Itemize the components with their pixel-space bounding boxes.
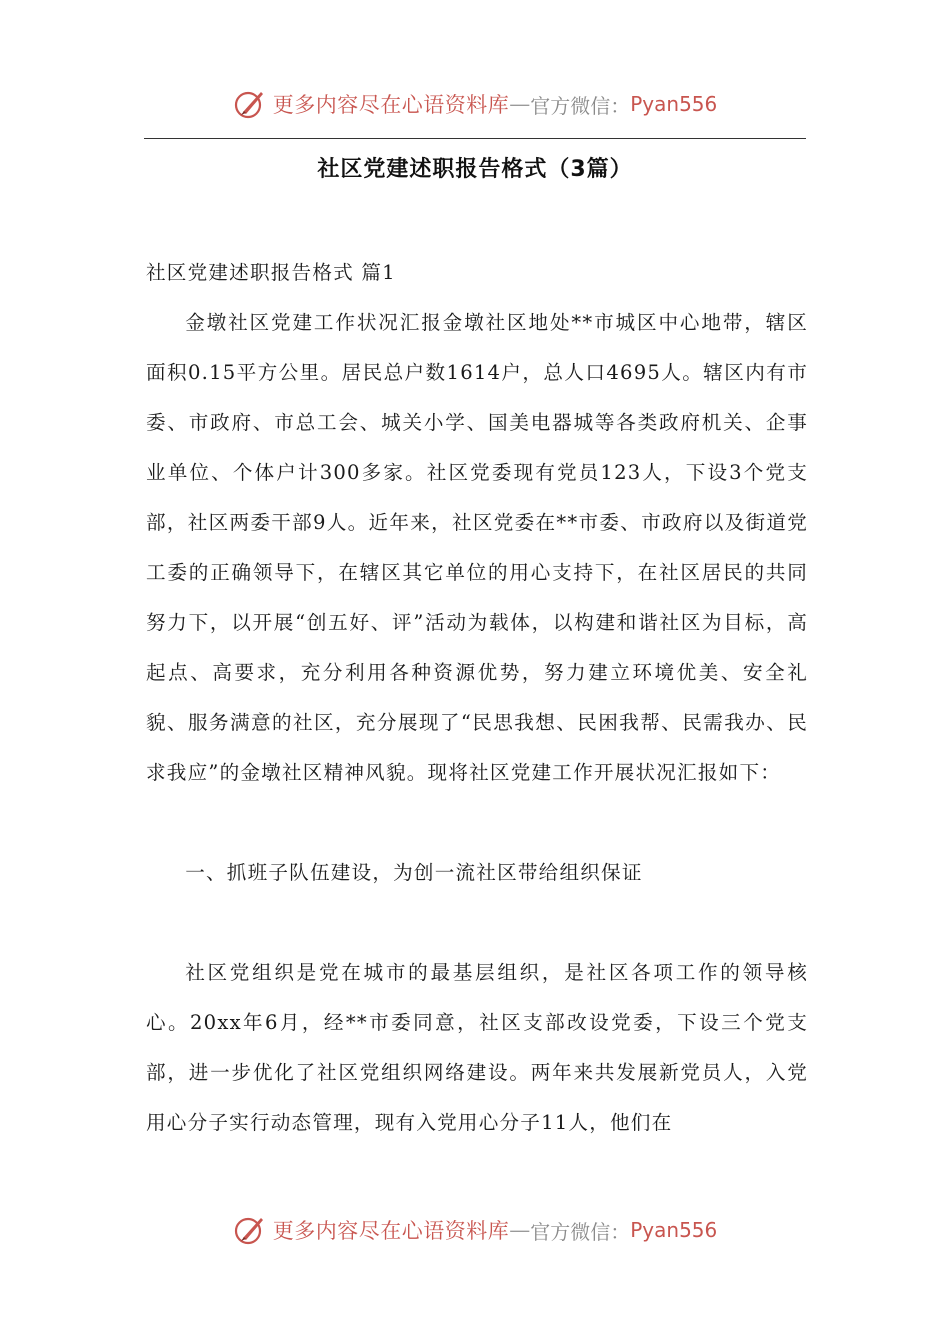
header-divider (144, 138, 806, 139)
body-paragraph: 金墩社区党建工作状况汇报金墩社区地处**市城区中心地带，辖区面积0.15平方公里。居民总户数1614户，总人口4695人。辖区内有市委、市政府、市总工会、城关小学、国美电器城等各类政府机关、企事业单位、个体户计300多家。社区党委现有党员123人，下设3个党支部，社区两委干部9人。近年来，社区党委在**市委、市政府以及街道党工委的正确领导下，在辖区其它单位的用心支持下，在社区居民的共同努力下，以开展“创五好、评”活动为载体，以构建和谐社区为目标，高起点、高要求，充分利用各种资源优势，努力建立环境优美、安全礼貌、服务满意的社区，充分展现了“民思我想、民困我帮、民需我办、民求我应”的金墩社区精神风貌。现将社区党建工作开展状况汇报如下： (146, 311, 808, 784)
quill-logo-icon (233, 87, 267, 121)
banner-wechat-id: Pyan556 (630, 92, 718, 116)
banner-sub-text: 官方微信： (530, 1219, 631, 1244)
header-watermark-banner (0, 84, 950, 124)
subheading: 一、抓班子队伍建设，为创一流社区带给组织保证 (185, 861, 643, 884)
footer-watermark-banner (0, 1210, 950, 1250)
banner-main-text: 更多内容尽在心语资料库 (272, 93, 510, 117)
banner-sub-text: 官方微信： (530, 93, 631, 118)
banner-separator: — (509, 1218, 531, 1242)
banner-separator: — (509, 92, 531, 116)
banner-wechat-id: Pyan556 (630, 1218, 718, 1242)
section-heading: 社区党建述职报告格式 篇1 (146, 261, 396, 284)
document-body (146, 248, 808, 1148)
quill-logo-icon (233, 1213, 267, 1247)
body-paragraph: 社区党组织是党在城市的最基层组织，是社区各项工作的领导核心。20xx年6月，经**市委同意，社区支部改设党委，下设三个党支部，进一步优化了社区党组织网络建设。两年来共发展新党员人，入党用心分子实行动态管理，现有入党用心分子11人，他们在 (146, 961, 808, 1134)
document-title: 社区党建述职报告格式（3篇） (317, 157, 633, 182)
banner-main-text: 更多内容尽在心语资料库 (272, 1219, 510, 1243)
